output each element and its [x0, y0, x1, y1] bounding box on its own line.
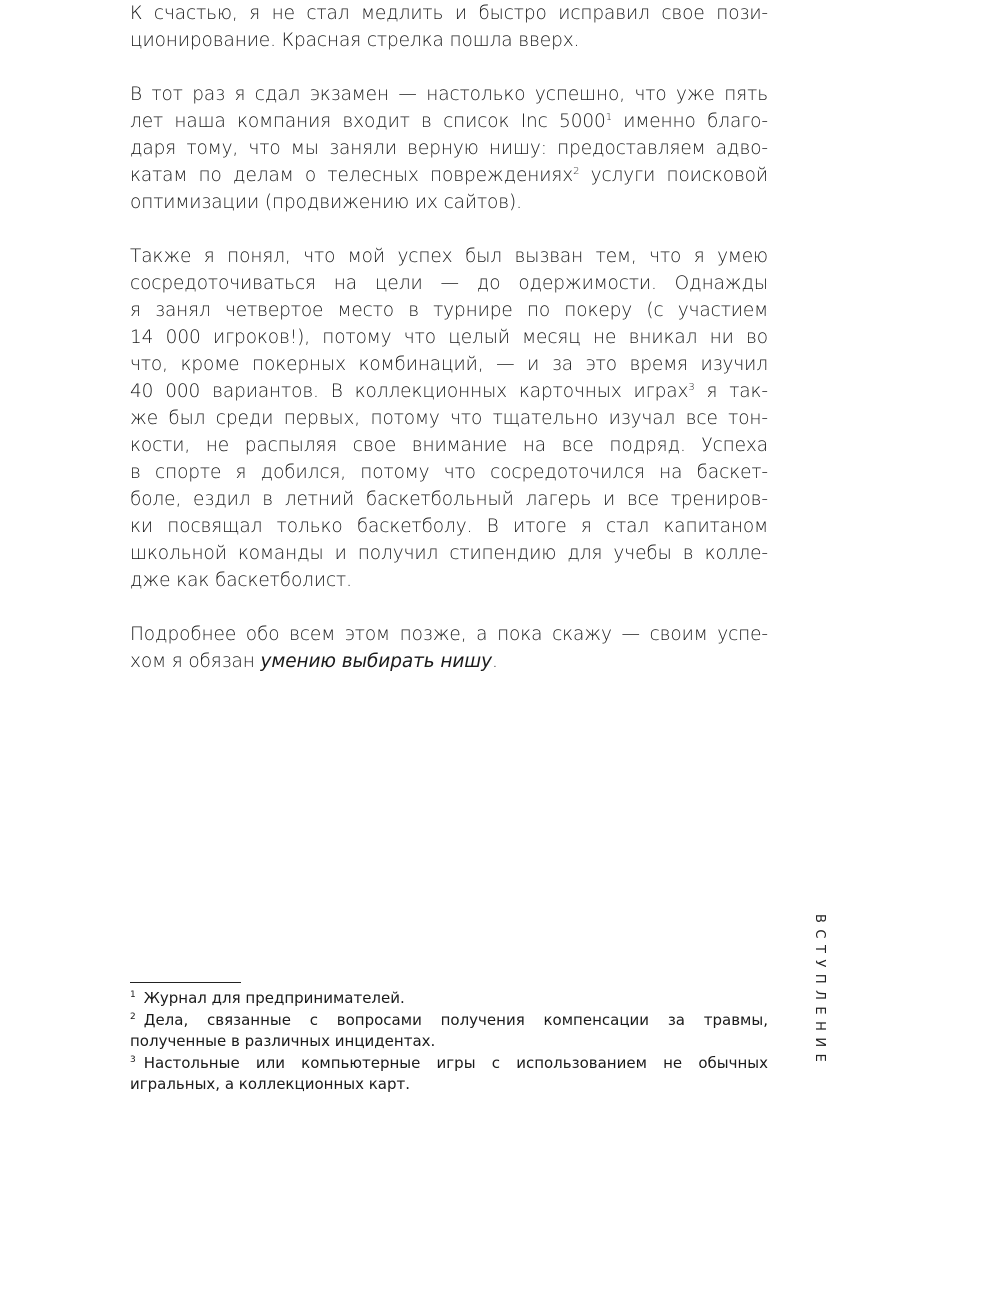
text-segment: что, кроме покерных комбинаций, — и за это время изучил: [130, 354, 768, 375]
text-segment: В тот раз я сдал экзамен — настолько успешно, что уже пять: [130, 84, 768, 105]
footnote: [130, 1053, 768, 1096]
text-segment: Настольные или компьютерные игры с использованием не обычных: [143, 1053, 768, 1072]
footnote-marker: 1: [605, 112, 612, 123]
text-line: [130, 135, 768, 162]
text-segment: 40 000 вариантов. В коллекционных карточных играх: [130, 381, 689, 402]
text-segment: 14 000 игроков!), потому что целый месяц не вникал ни во: [130, 327, 768, 348]
text-segment: оптимизации (продвижению их сайтов).: [130, 192, 522, 213]
footnote-marker: 3: [688, 382, 695, 393]
footnotes: [130, 988, 768, 1096]
text-line: [130, 162, 768, 189]
text-line: [130, 621, 768, 648]
text-segment: Дела, связанные с вопросами получения компенсации за травмы,: [143, 1010, 768, 1029]
text-line: [130, 648, 768, 675]
text-line: [130, 81, 768, 108]
text-segment: дже как баскетболист.: [130, 570, 352, 591]
footnote-marker: 3: [130, 1054, 136, 1065]
section-title-vertical: ВСТУПЛЕНИЕ: [812, 914, 827, 1069]
text-line: [130, 405, 768, 432]
text-line: [130, 513, 768, 540]
text-line: [130, 189, 768, 216]
text-segment: в спорте я добился, потому что сосредоточился на баскет-: [130, 462, 768, 483]
text-segment: ционирование. Красная стрелка пошла вверх.: [130, 30, 580, 51]
footnote: [130, 988, 768, 1010]
text-segment: школьной команды и получил стипендию для учебы в колле-: [130, 543, 768, 564]
emphasis-text: умению выбирать нишу: [260, 651, 492, 672]
text-line: [130, 1010, 768, 1032]
paragraph: [130, 243, 768, 594]
text-segment: именно благо-: [612, 111, 768, 132]
text-segment: К счастью, я не стал медлить и быстро исправил свое пози-: [130, 3, 768, 24]
text-line: [130, 1031, 768, 1053]
text-segment: услуги поисковой: [579, 165, 768, 186]
text-line: [130, 486, 768, 513]
text-line: [130, 270, 768, 297]
paragraph: [130, 0, 768, 54]
footnote-marker: 2: [130, 1011, 136, 1022]
text-segment: катам по делам о телесных повреждениях: [130, 165, 574, 186]
text-line: [130, 567, 768, 594]
text-line: [130, 351, 768, 378]
text-line: [130, 432, 768, 459]
text-line: [130, 378, 768, 405]
text-line: [130, 324, 768, 351]
footnote-marker: 2: [573, 166, 580, 177]
text-segment: полученные в различных инцидентах.: [130, 1032, 436, 1050]
text-line: [130, 243, 768, 270]
text-line: [130, 459, 768, 486]
text-segment: ки посвящал только баскетболу. В итоге я стал капитаном: [130, 516, 768, 537]
text-segment: игральных, а коллекционных карт.: [130, 1075, 411, 1093]
text-segment: боле, ездил в летний баскетбольный лагерь и все трениров-: [130, 489, 768, 510]
text-segment: же был среди первых, потому что тщательно изучал все тон-: [130, 408, 768, 429]
text-line: [130, 0, 768, 27]
text-segment: Подробнее обо всем этом позже, а пока скажу — своим успе-: [130, 624, 768, 645]
body-text: [130, 0, 768, 702]
text-line: [130, 27, 768, 54]
text-segment: я так-: [694, 381, 768, 402]
text-line: [130, 988, 768, 1010]
text-segment: .: [491, 651, 498, 672]
footnote-divider: [130, 982, 241, 983]
footnote-marker: 1: [130, 990, 136, 1000]
text-line: [130, 108, 768, 135]
paragraph: [130, 81, 768, 216]
text-segment: сосредоточиваться на цели — до одержимости. Однажды: [130, 273, 768, 294]
paragraph: [130, 621, 768, 675]
text-line: [130, 1053, 768, 1075]
text-line: [130, 297, 768, 324]
text-segment: кости, не распыляя свое внимание на все подряд. Успеха: [130, 435, 768, 456]
text-segment: Журнал для предпринимателей.: [143, 989, 405, 1007]
text-line: [130, 540, 768, 567]
text-line: [130, 1074, 768, 1096]
footnote: [130, 1010, 768, 1053]
text-segment: я занял четвертое место в турнире по покеру (с участием: [130, 300, 768, 321]
text-segment: даря тому, что мы заняли верную нишу: предоставляем адво-: [130, 138, 768, 159]
text-segment: хом я обязан: [130, 651, 261, 672]
text-segment: Также я понял, что мой успех был вызван тем, что я умею: [130, 246, 768, 267]
text-segment: лет наша компания входит в список Inc 5000: [130, 111, 606, 132]
